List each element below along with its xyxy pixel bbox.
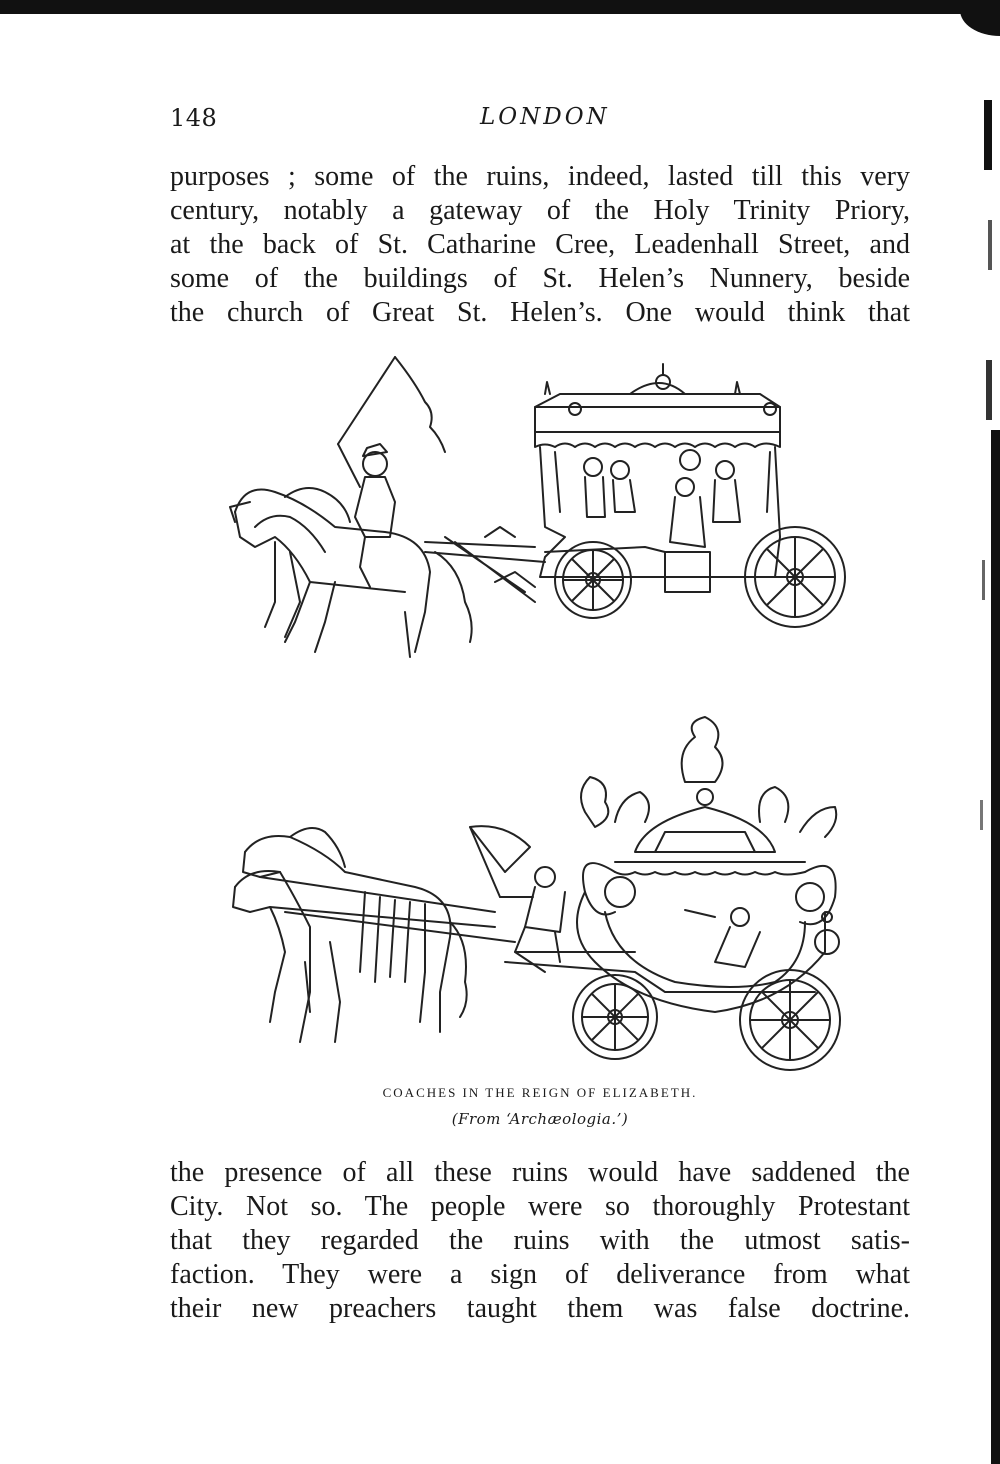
lower-coach-drawing [233,717,840,1070]
figure-caption: COACHES IN THE REIGN OF ELIZABETH. [382,1085,698,1100]
scan-right-edge [964,0,1000,1464]
scan-top-edge [0,0,1000,14]
coaches-illustration [215,352,855,1082]
upper-coach-drawing [230,357,845,657]
text-line: some of the buildings of St. Helen’s Nunnery, beside [170,263,910,294]
upper-front-wheel [555,542,631,618]
text-line: the church of Great St. Helen’s. One would think that [170,297,910,328]
lower-front-wheel [573,975,657,1059]
text-line: their new preachers taught them was false doctrine. [170,1293,910,1324]
paragraph-bottom [170,1156,910,1326]
running-head [170,104,910,140]
page-number: 148 [170,104,218,132]
text-line: at the back of St. Catharine Cree, Leadenhall Street, and [170,229,910,260]
running-title: LONDON [480,104,610,130]
text-line: purposes ; some of the ruins, indeed, lasted till this very [170,161,910,192]
paragraph-top [170,160,910,330]
upper-rear-wheel [745,527,845,627]
figure-source: (From ‘Archæologia.’) [451,1110,629,1128]
text-line: faction. They were a sign of deliverance from what [170,1259,910,1290]
text-line: that they regarded the ruins with the utmost satis- [170,1225,910,1256]
text-line: City. Not so. The people were so thoroughly Protestant [170,1191,910,1222]
text-line: the presence of all these ruins would have saddened the [170,1157,910,1188]
text-line: century, notably a gateway of the Holy Trinity Priory, [170,195,910,226]
lower-rear-wheel [740,970,840,1070]
